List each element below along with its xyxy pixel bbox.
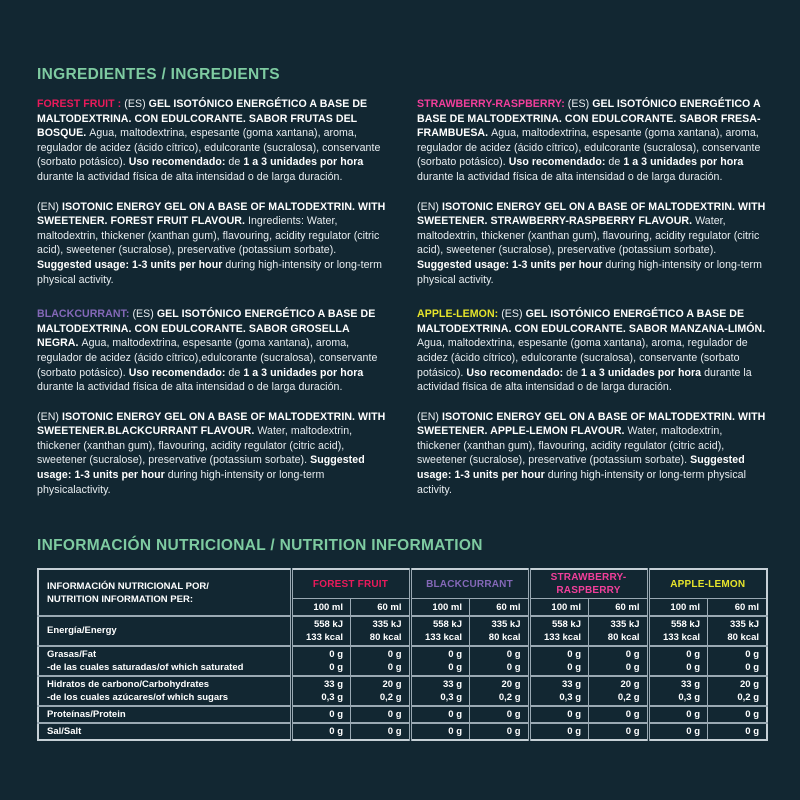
value-cell: 20 g 0,2 g (351, 676, 411, 706)
es-paragraph: FOREST FRUIT : (ES) GEL ISOTÓNICO ENERGÉTICO A BASE DE MALTODEXTRINA. CON EDULCORANTE. SABOR FRUTAS DEL BOSQUE. Agua, maltodextrina, espesante (goma xantana), aroma, regulador de acidez (ácido cítrico), edulcorante (sucralosa), conservante (sorbato potásico). Uso recomendado: de 1 a 3 unidades por hora durante la actividad física de alta intensidad o de larga duración. (37, 98, 381, 183)
row-label: Hidratos de carbono/Carbohydrates -de los cuales azúcares/of which sugars (38, 676, 291, 706)
value-cell: 20 g 0,2 g (708, 676, 768, 706)
value-cell: 558 kJ 133 kcal (410, 616, 470, 646)
row-label: Energía/Energy (38, 616, 291, 646)
value-cell: 33 g 0,3 g (291, 676, 351, 706)
nutrition-table (37, 568, 768, 741)
table-row-hidratos (38, 676, 767, 706)
table-row-energia (38, 616, 767, 646)
value-cell: 0 g (529, 723, 589, 740)
serving-size-header: 100 ml (291, 599, 351, 616)
serving-size-header: 60 ml (708, 599, 768, 616)
value-cell: 33 g 0,3 g (648, 676, 708, 706)
flavor-name: BLACKCURRANT: (37, 308, 133, 321)
en-paragraph: (EN) ISOTONIC ENERGY GEL ON A BASE OF MALTODEXTRIN. WITH SWEETENER. FOREST FRUIT FLAVOUR. Ingredients: Water, maltodextrin, thickener (xanthan gum), flavouring, acidity regulator (citric acid), sweetener (sucralose), preservative (potassium sorbate). Suggested usage: 1-3 units per hour during high-intensity or long-term physical activity. (37, 200, 386, 286)
value-cell: 0 g (589, 723, 649, 740)
row-label: Grasas/Fat -de las cuales saturadas/of which saturated (38, 646, 291, 676)
value-cell: 0 g 0 g (351, 646, 411, 676)
value-cell: 20 g 0,2 g (470, 676, 530, 706)
value-cell: 335 kJ 80 kcal (589, 616, 649, 646)
ingredient-block-strawberry-raspberry (417, 97, 767, 287)
en-paragraph: (EN) ISOTONIC ENERGY GEL ON A BASE OF MALTODEXTRIN. WITH SWEETENER.BLACKCURRANT FLAVOUR. Water, maltodextrin, thickener (xanthan gum), flavouring, acidity regulator (citric acid), sweetener (sucralose), preservative (potassium sorbate). Suggested usage: 1-3 units per hour during high-intensity or long-term physicalactivity. (37, 410, 386, 496)
serving-size-header: 60 ml (351, 599, 411, 616)
value-cell: 0 g 0 g (529, 646, 589, 676)
value-cell: 0 g (291, 706, 351, 723)
en-paragraph: (EN) ISOTONIC ENERGY GEL ON A BASE OF MALTODEXTRIN. WITH SWEETENER. STRAWBERRY-RASPBERRY FLAVOUR. Water, maltodextrin, thickener (xanthan gum), flavouring, acidity regulator (citric acid), sweetener (sucralose), preservative (potassium sorbate). Suggested usage: 1-3 units per hour during high-intensity or long-term physical activity. (417, 200, 766, 286)
value-cell: 0 g (648, 723, 708, 740)
es-paragraph: BLACKCURRANT: (ES) GEL ISOTÓNICO ENERGÉTICO A BASE DE MALTODEXTRINA. CON EDULCORANTE. SABOR GROSELLA NEGRA. Agua, maltodextrina, espesante (goma xantana), aroma, regulador de acidez (ácido cítrico),edulcorante (sucralosa), conservante (sorbato potásico). Uso recomendado: de 1 a 3 unidades por hora durante la actividad física de alta intensidad o de larga duración. (37, 308, 378, 394)
serving-size-header: 100 ml (410, 599, 470, 616)
value-cell: 335 kJ 80 kcal (470, 616, 530, 646)
value-cell: 0 g 0 g (410, 646, 470, 676)
value-cell: 33 g 0,3 g (529, 676, 589, 706)
value-cell: 0 g (708, 723, 768, 740)
table-row-grasas (38, 646, 767, 676)
table-header-label: INFORMACIÓN NUTRICIONAL POR/ NUTRITION INFORMATION PER: (38, 569, 291, 616)
ingredients-title: INGREDIENTES / INGREDIENTS (37, 66, 280, 83)
serving-size-header: 100 ml (648, 599, 708, 616)
value-cell: 0 g 0 g (470, 646, 530, 676)
value-cell: 0 g (291, 723, 351, 740)
nutrition-title: INFORMACIÓN NUTRICIONAL / NUTRITION INFORMATION (37, 537, 483, 555)
value-cell: 0 g (648, 706, 708, 723)
es-paragraph: STRAWBERRY-RASPBERRY: (ES) GEL ISOTÓNICO ENERGÉTICO A BASE DE MALTODEXTRINA. CON EDULCORANTE. SABOR FRESA-FRAMBUESA. Agua, maltodextrina, espesante (goma xantana), aroma, regulador de acidez (ácido cítrico), edulcorante (sucralosa), conservante (sorbato potásico). Uso recomendado: de 1 a 3 unidades por hora durante la actividad física de alta intensidad o de larga duración. (417, 98, 761, 183)
flavor-header-blackcurrant: BLACKCURRANT (410, 569, 529, 599)
table-row-proteinas (38, 706, 767, 723)
es-paragraph: APPLE-LEMON: (ES) GEL ISOTÓNICO ENERGÉTICO A BASE DE MALTODEXTRINA. CON EDULCORANTE. SABOR MANZANA-LIMÓN. Agua, maltodextrina, espesante (goma xantana), aroma, regulador de acidez (ácido cítrico), edulcorante (sucralosa), conservante (sorbato potásico). Uso recomendado: de 1 a 3 unidades por hora durante la actividad física de alta intensidad o de larga duración. (417, 308, 766, 394)
value-cell: 0 g (351, 706, 411, 723)
flavor-name: STRAWBERRY-RASPBERRY: (417, 98, 568, 110)
flavor-header-strawberry_raspberry: STRAWBERRY-RASPBERRY (529, 569, 648, 599)
table-header-row-flavors (38, 569, 767, 599)
en-paragraph: (EN) ISOTONIC ENERGY GEL ON A BASE OF MALTODEXTRIN. WITH SWEETENER. APPLE-LEMON FLAVOUR. Water, maltodextrin, thickener (xanthan gum), flavouring, acidity regulator (citric acid), sweetener (sucralose), preservative (potassium sorbate). Suggested usage: 1-3 units per hour during high-intensity or long-term physical activity. (417, 410, 766, 496)
value-cell: 558 kJ 133 kcal (529, 616, 589, 646)
value-cell: 558 kJ 133 kcal (291, 616, 351, 646)
flavor-name: FOREST FRUIT : (37, 98, 125, 110)
ingredients-blocks (37, 97, 767, 497)
value-cell: 0 g (589, 706, 649, 723)
row-label: Sal/Salt (38, 723, 291, 740)
value-cell: 335 kJ 80 kcal (351, 616, 411, 646)
ingredient-block-apple-lemon (417, 307, 767, 497)
row-label: Proteínas/Protein (38, 706, 291, 723)
value-cell: 0 g (410, 723, 470, 740)
value-cell: 20 g 0,2 g (589, 676, 649, 706)
value-cell: 558 kJ 133 kcal (648, 616, 708, 646)
value-cell: 335 kJ 80 kcal (708, 616, 768, 646)
serving-size-header: 100 ml (529, 599, 589, 616)
value-cell: 0 g 0 g (291, 646, 351, 676)
value-cell: 0 g (410, 706, 470, 723)
value-cell: 0 g 0 g (648, 646, 708, 676)
value-cell: 0 g (529, 706, 589, 723)
flavor-header-forest_fruit: FOREST FRUIT (291, 569, 410, 599)
value-cell: 0 g (470, 723, 530, 740)
value-cell: 0 g (470, 706, 530, 723)
serving-size-header: 60 ml (589, 599, 649, 616)
ingredient-block-blackcurrant (37, 307, 387, 497)
ingredient-block-forest-fruit (37, 97, 387, 287)
value-cell: 0 g 0 g (589, 646, 649, 676)
value-cell: 0 g (708, 706, 768, 723)
flavor-name: APPLE-LEMON: (417, 308, 502, 321)
table-row-sal (38, 723, 767, 740)
flavor-header-apple_lemon: APPLE-LEMON (648, 569, 767, 599)
value-cell: 0 g 0 g (708, 646, 768, 676)
serving-size-header: 60 ml (470, 599, 530, 616)
value-cell: 0 g (351, 723, 411, 740)
value-cell: 33 g 0,3 g (410, 676, 470, 706)
